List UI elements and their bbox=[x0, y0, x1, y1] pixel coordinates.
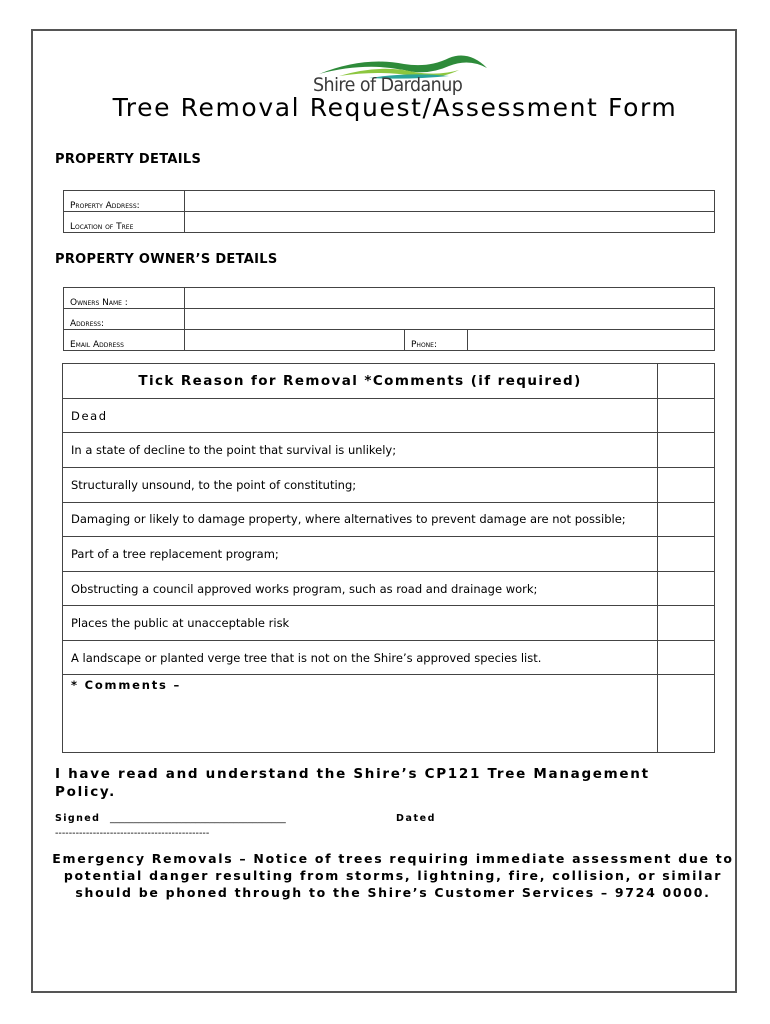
declaration-text: I have read and understand the Shire’s CP121 Tree Management Policy. bbox=[55, 766, 650, 800]
owner-details-table bbox=[63, 287, 715, 351]
property-details-heading: PROPERTY DETAILS bbox=[55, 152, 202, 167]
dated-label: Dated bbox=[396, 813, 437, 824]
owners-name-field[interactable] bbox=[185, 288, 715, 309]
reason-dead-checkbox[interactable] bbox=[658, 399, 715, 433]
removal-reasons-table bbox=[62, 363, 715, 753]
reason-obstructing-works-checkbox[interactable] bbox=[658, 572, 715, 606]
owner-details-heading: PROPERTY OWNER’S DETAILS bbox=[55, 252, 278, 267]
logo-text: Shire of Dardanup bbox=[313, 74, 463, 96]
reason-replacement-program: Part of a tree replacement program; bbox=[63, 537, 658, 572]
property-address-label: Property Address: bbox=[64, 191, 185, 212]
reason-verge-tree: A landscape or planted verge tree that is not on the Shire’s approved species list. bbox=[63, 641, 658, 675]
form-title: Tree Removal Request/Assessment Form bbox=[112, 93, 678, 122]
property-details-table bbox=[63, 190, 715, 233]
signed-label: Signed bbox=[55, 813, 101, 824]
signature-second-line: --------------------------------------------- bbox=[55, 828, 210, 839]
reasons-header-box bbox=[658, 364, 715, 399]
comments-box bbox=[658, 675, 715, 753]
emergency-removals-notice: Emergency Removals – Notice of trees requiring immediate assessment due to potential danger resulting from storms, lightning, fire, collision, or similar should be phoned through to the Shire’s Customer Services – 9724 0000. bbox=[52, 851, 734, 900]
email-address-label: Email Address bbox=[64, 330, 185, 351]
reason-damaging-property-checkbox[interactable] bbox=[658, 503, 715, 537]
location-of-tree-label: Location of Tree bbox=[64, 212, 185, 233]
email-address-field[interactable] bbox=[185, 330, 405, 351]
reason-dead: Dead bbox=[63, 399, 658, 433]
phone-label: Phone: bbox=[405, 330, 468, 351]
reason-structurally-unsound-checkbox[interactable] bbox=[658, 468, 715, 503]
reason-obstructing-works: Obstructing a council approved works program, such as road and drainage work; bbox=[63, 572, 658, 606]
signature-line[interactable]: _____________________________________ bbox=[110, 813, 286, 824]
owner-address-field[interactable] bbox=[185, 309, 715, 330]
reasons-table-header: Tick Reason for Removal *Comments (if required) bbox=[63, 364, 658, 399]
reason-public-risk-checkbox[interactable] bbox=[658, 606, 715, 641]
reason-damaging-property: Damaging or likely to damage property, where alternatives to prevent damage are not possible; bbox=[63, 503, 658, 537]
location-of-tree-field[interactable] bbox=[185, 212, 715, 233]
reason-decline-checkbox[interactable] bbox=[658, 433, 715, 468]
comments-field[interactable] bbox=[63, 675, 658, 753]
owner-address-label: Address: bbox=[64, 309, 185, 330]
property-address-field[interactable] bbox=[185, 191, 715, 212]
reason-verge-tree-checkbox[interactable] bbox=[658, 641, 715, 675]
reason-structurally-unsound: Structurally unsound, to the point of constituting; bbox=[63, 468, 658, 503]
reason-replacement-program-checkbox[interactable] bbox=[658, 537, 715, 572]
reason-public-risk: Places the public at unacceptable risk bbox=[63, 606, 658, 641]
reason-decline: In a state of decline to the point that survival is unlikely; bbox=[63, 433, 658, 468]
owners-name-label: Owners Name : bbox=[64, 288, 185, 309]
comments-label: * Comments – bbox=[71, 678, 182, 692]
phone-field[interactable] bbox=[468, 330, 715, 351]
